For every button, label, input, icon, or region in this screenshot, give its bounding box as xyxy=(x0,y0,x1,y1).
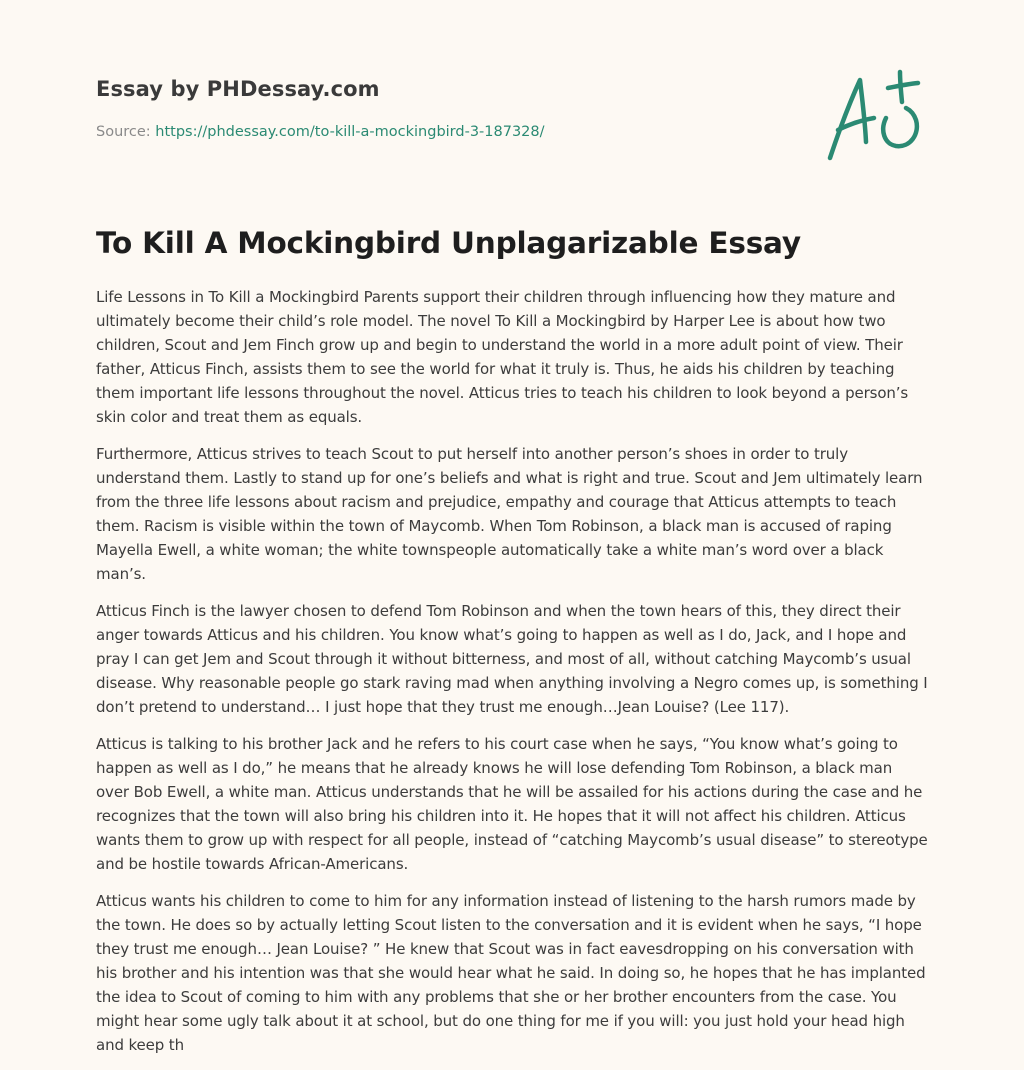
a-plus-logo-icon xyxy=(824,68,928,164)
essay-page xyxy=(96,0,928,1060)
essay-paragraph: Atticus is talking to his brother Jack and he refers to his court case when he says, “You know what’s going to happen as well as I do,” he means that he already knows he will lose defending Tom Robinson, a black man over Bob Ewell, a white man. Atticus understands that he will be assailed for his actions during the case and he recognizes that the town will also bring his children into it. He hopes that it will not affect his children. Atticus wants them to grow up with respect for all people, instead of “catching Maycomb’s usual disease” to stereotype and be hostile towards African-Americans. xyxy=(96,735,928,873)
essay-paragraph: Life Lessons in To Kill a Mockingbird Parents support their children through influencing how they mature and ultimately become their child’s role model. The novel To Kill a Mockingbird by Harper Lee is about how two children, Scout and Jem Finch grow up and begin to understand the world in a more adult point of view. Their father, Atticus Finch, assists them to see the world for what it truly is. Thus, he aids his children by teaching them important life lessons throughout the novel. Atticus tries to teach his children to look beyond a person’s skin color and treat them as equals. xyxy=(96,288,909,426)
source-line xyxy=(96,124,545,140)
essay-paragraph: Furthermore, Atticus strives to teach Scout to put herself into another person’s shoes in order to truly understand them. Lastly to stand up for one’s beliefs and what is right and true. Scout and Jem ultimately learn from the three life lessons about racism and prejudice, empathy and courage that Atticus attempts to teach them. Racism is visible within the town of Maycomb. When Tom Robinson, a black man is accused of raping Mayella Ewell, a white woman; the white townspeople automatically take a white man’s word over a black man’s. xyxy=(96,445,923,583)
site-brand: Essay by PHDessay.com xyxy=(96,77,380,101)
essay-body xyxy=(96,285,928,1070)
essay-title: To Kill A Mockingbird Unplagarizable Essay xyxy=(96,226,801,260)
source-link[interactable]: https://phdessay.com/to-kill-a-mockingbird-3-187328/ xyxy=(155,124,545,140)
essay-paragraph: Atticus wants his children to come to him for any information instead of listening to the harsh rumors made by the town. He does so by actually letting Scout listen to the conversation and it is evident when he says, “I hope they trust me enough… Jean Louise? ” He knew that Scout was in fact eavesdropping on his conversation with his brother and his intention was that she would hear what he said. In doing so, he hopes that he has implanted the idea to Scout of coming to him with any problems that she or her brother encounters from the case. You might hear some ugly talk about it at school, but do one thing for me if you will: you just hold your head high and keep th xyxy=(96,892,926,1054)
source-label: Source: xyxy=(96,124,156,140)
essay-paragraph: Atticus Finch is the lawyer chosen to defend Tom Robinson and when the town hears of this, they direct their anger towards Atticus and his children. You know what’s going to happen as well as I do, Jack, and I hope and pray I can get Jem and Scout through it without bitterness, and most of all, without catching Maycomb’s usual disease. Why reasonable people go stark raving mad when anything involving a Negro comes up, is something I don’t pretend to understand… I just hope that they trust me enough…Jean Louise? (Lee 117). xyxy=(96,602,928,716)
